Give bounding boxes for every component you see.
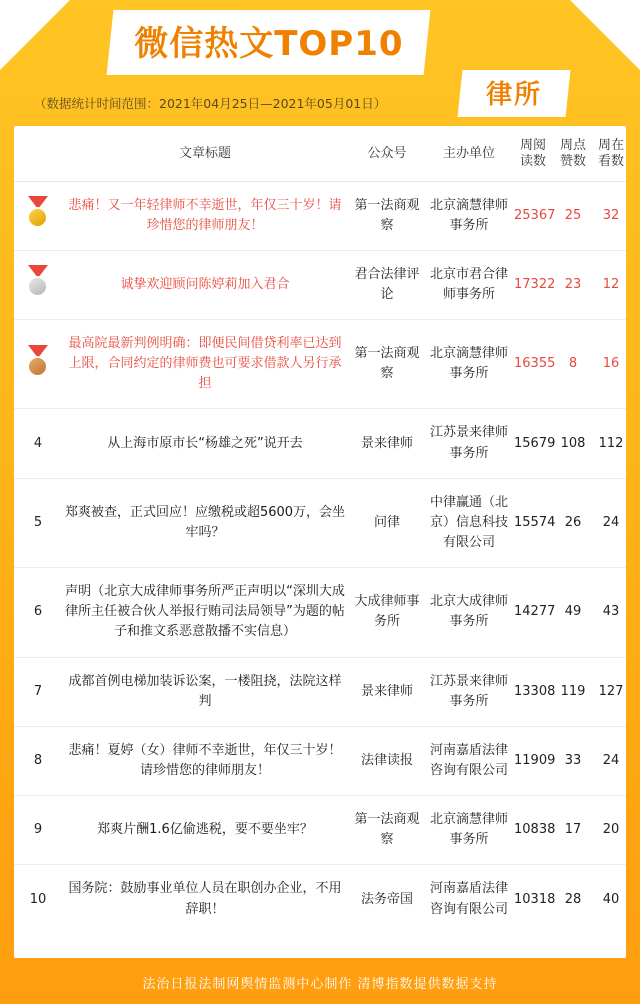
watch-count-cell: 16 (592, 320, 626, 409)
rank-cell: 9 (14, 796, 62, 865)
table-row (14, 865, 626, 934)
poster-footer (0, 960, 640, 1004)
account-cell: 法律读报 (348, 726, 426, 795)
table-row (14, 726, 626, 795)
read-count-cell: 10838 (512, 796, 554, 865)
read-count-cell: 11909 (512, 726, 554, 795)
read-count-cell: 15679 (512, 409, 554, 478)
like-count-cell: 17 (554, 796, 592, 865)
account-cell: 景来律师 (348, 657, 426, 726)
article-title-cell[interactable] (62, 181, 348, 250)
account-cell: 景来律师 (348, 409, 426, 478)
account-cell: 第一法商观察 (348, 181, 426, 250)
account-cell: 法务帝国 (360, 891, 413, 907)
rank-cell (14, 181, 62, 250)
column-header-org: 主办单位 (426, 126, 512, 181)
read-count-cell: 25367 (512, 181, 554, 250)
account-cell: 第一法商观察 (348, 320, 426, 409)
org-cell: 北京滴慧律师事务所 (426, 181, 512, 250)
org-cell: 北京大成律师事务所 (426, 568, 512, 657)
gold-medal-icon (25, 196, 51, 228)
watch-count-cell: 32 (592, 181, 626, 250)
column-header-like: 周点赞数 (554, 126, 592, 181)
article-title: 声明（北京大成律师事务所严正声明以“深圳大成律所主任被合伙人举报行贿司法局领导”为题的帖子和推文系恶意散播不实信息） (65, 584, 345, 640)
article-title: 国务院：鼓励事业单位人员在职创办企业，不用辞职！ (68, 881, 342, 917)
column-header-watch: 周在看数 (592, 126, 626, 181)
date-range-label: （数据统计时间范围：2021年04月25日—2021年05月01日） (34, 96, 387, 111)
like-count-cell: 8 (554, 320, 592, 409)
article-title-cell[interactable] (62, 320, 348, 409)
table-row (14, 568, 626, 657)
article-title: 悲痛！又一年轻律师不幸逝世，年仅三十岁！请珍惜您的律师朋友！ (68, 197, 342, 233)
org-cell: 江苏景来律师事务所 (426, 657, 512, 726)
account-cell: 第一法商观察 (348, 796, 426, 865)
poster-header (14, 0, 626, 126)
like-count-cell: 25 (554, 181, 592, 250)
rank-cell: 10 (29, 891, 47, 907)
article-title-cell[interactable] (62, 409, 348, 478)
like-count-cell: 28 (564, 891, 582, 907)
table-row (14, 320, 626, 409)
watch-count-cell: 40 (602, 891, 620, 907)
article-title-cell[interactable] (62, 568, 348, 657)
like-count-cell: 108 (554, 409, 592, 478)
article-title: 诚挚欢迎顾问陈婷莉加入君合 (120, 276, 290, 292)
rank-cell: 4 (14, 409, 62, 478)
ranking-table (14, 126, 626, 934)
org-cell: 河南嘉盾法律咨询有限公司 (426, 726, 512, 795)
read-count-cell: 16355 (512, 320, 554, 409)
article-title-cell[interactable] (62, 796, 348, 865)
article-title: 成都首例电梯加装诉讼案，一楼阻挠，法院这样判 (68, 673, 342, 709)
table-row (14, 478, 626, 567)
column-header-account: 公众号 (348, 126, 426, 181)
table-row (14, 250, 626, 319)
org-cell: 江苏景来律师事务所 (426, 409, 512, 478)
rank-cell (14, 320, 62, 409)
read-count-cell: 17322 (512, 250, 554, 319)
article-title-cell[interactable] (62, 726, 348, 795)
watch-count-cell: 20 (592, 796, 626, 865)
read-count-cell: 15574 (512, 478, 554, 567)
watch-count-cell: 112 (592, 409, 626, 478)
ranking-card (14, 126, 626, 958)
table-row (14, 796, 626, 865)
org-cell: 北京市君合律师事务所 (426, 250, 512, 319)
column-header-read: 周阅读数 (512, 126, 554, 181)
article-title: 郑爽被查，正式回应！应缴税或超5600万，会坐牢吗？ (64, 504, 346, 540)
column-header-title: 文章标题 (62, 126, 348, 181)
article-title-cell[interactable] (62, 657, 348, 726)
like-count-cell: 26 (554, 478, 592, 567)
article-title: 从上海市原市长“杨雄之死”说开去 (107, 435, 303, 451)
article-title: 郑爽片酬1.6亿偷逃税，要不要坐牢？ (97, 822, 313, 838)
table-row (14, 657, 626, 726)
column-header-rank (14, 126, 62, 181)
category-badge-label: 律所 (486, 80, 543, 110)
watch-count-cell: 24 (592, 726, 626, 795)
read-count-cell: 14277 (512, 568, 554, 657)
org-cell: 北京滴慧律师事务所 (426, 796, 512, 865)
rank-cell: 6 (14, 568, 62, 657)
like-count-cell: 33 (554, 726, 592, 795)
table-header (14, 126, 626, 181)
read-count-cell: 10318 (514, 891, 556, 907)
account-cell: 君合法律评论 (348, 250, 426, 319)
watch-count-cell: 24 (592, 478, 626, 567)
like-count-cell: 23 (554, 250, 592, 319)
article-title: 悲痛！夏婷（女）律师不幸逝世，年仅三十岁！请珍惜您的律师朋友！ (68, 742, 342, 779)
category-badge (458, 70, 571, 117)
org-cell: 中律赢通（北京）信息科技有限公司 (426, 478, 512, 567)
table-row (14, 181, 626, 250)
org-cell: 河南嘉盾法律咨询有限公司 (429, 881, 508, 917)
footer-text: 法治日报法制网舆情监测中心制作 清博指数提供数据支持 (142, 976, 498, 992)
watch-count-cell: 43 (592, 568, 626, 657)
org-cell: 北京滴慧律师事务所 (426, 320, 512, 409)
table-row (14, 409, 626, 478)
article-title-cell[interactable] (62, 250, 348, 319)
account-cell: 大成律师事务所 (348, 568, 426, 657)
read-count-cell: 13308 (512, 657, 554, 726)
page-title: 微信热文TOP10 (134, 24, 404, 64)
bronze-medal-icon (25, 345, 51, 377)
silver-medal-icon (25, 265, 51, 297)
article-title: 最高院最新判例明确：即便民间借贷利率已达到上限，合同约定的律师费也可要求借款人另行承担 (68, 336, 342, 392)
like-count-cell: 49 (554, 568, 592, 657)
rank-cell (14, 250, 62, 319)
rank-cell: 7 (14, 657, 62, 726)
rank-cell: 5 (14, 478, 62, 567)
account-cell: 问律 (348, 478, 426, 567)
article-title-cell[interactable] (62, 478, 348, 567)
rank-cell: 8 (14, 726, 62, 795)
watch-count-cell: 127 (592, 657, 626, 726)
watch-count-cell: 12 (592, 250, 626, 319)
table-header-row (14, 126, 626, 181)
table-body (14, 181, 626, 934)
title-banner (107, 10, 431, 75)
like-count-cell: 119 (554, 657, 592, 726)
article-title-cell[interactable] (62, 865, 348, 934)
